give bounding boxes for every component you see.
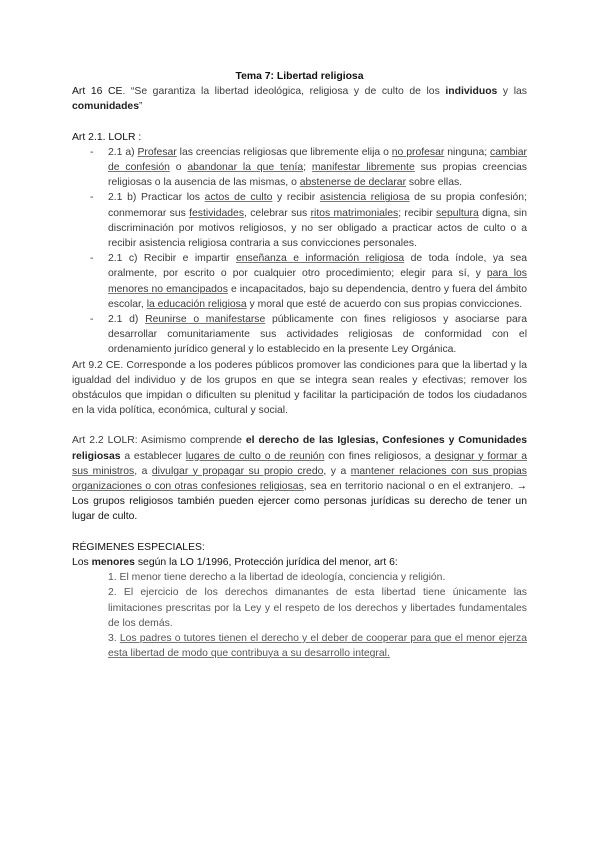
menores-intro	[72, 555, 527, 570]
art16-text: y las	[497, 86, 527, 98]
underlined-text: designar y formar a sus ministros	[72, 450, 527, 477]
menores-item-3-number: 3.	[108, 632, 120, 644]
art21-item	[72, 251, 527, 312]
underlined-text: sepultura	[436, 207, 479, 219]
item-text: 2.1 d)	[108, 314, 146, 326]
menores-item-2: 2. El ejercicio de los derechos dimanantes de esta libertad tiene únicamente las limitaciones prescritas por la Ley y el respeto de los derechos y libertades fundamentales de los demás.	[108, 587, 527, 629]
underlined-text: no profesar	[391, 146, 445, 158]
underlined-text: para los menores no emancipados	[108, 268, 527, 295]
menores-text: Los	[72, 556, 92, 568]
page-title: Tema 7: Libertad religiosa	[235, 71, 364, 82]
spacer	[72, 115, 527, 130]
item-text: públicamente con fines religiosos y asociarse para desarrollar comunitariamente sus actividades religiosas de conformidad con el ordenamiento jurídico general y lo establecido en la presente Ley Orgánica.	[108, 314, 527, 356]
underlined-text: la educación religiosa	[146, 298, 247, 310]
document-body	[72, 69, 527, 661]
menores-list	[72, 570, 527, 661]
art21-item	[72, 145, 527, 191]
item-text: ninguna;	[444, 146, 491, 158]
paragraph-text: → Los grupos religiosos también pueden ejercer como personas jurídicas su derecho de tener un lugar de culto.	[72, 481, 527, 523]
underlined-text: asistencia religiosa	[319, 192, 410, 204]
art16-paragraph	[72, 84, 527, 114]
item-text: 2.1 c) Recibir e impartir	[108, 253, 236, 265]
underlined-text: festividades	[189, 207, 245, 219]
paragraph-text: , y a	[323, 465, 351, 477]
item-text: sus propias creencias religiosas o la ausencia de las mismas, o	[108, 162, 527, 189]
underlined-text: actos de culto	[204, 192, 273, 204]
paragraph-text: a establecer	[120, 450, 186, 462]
art22-paragraph	[72, 433, 527, 524]
item-text: 2.1 b) Practicar los	[108, 192, 205, 204]
art21-item	[72, 190, 527, 251]
item-text: , celebrar sus	[244, 207, 311, 219]
art16-bold-comunidades: comunidades	[72, 101, 139, 113]
underlined-text: abstenerse de declarar	[299, 177, 407, 189]
underlined-text: Profesar	[137, 146, 177, 158]
item-text: sobre ellas.	[406, 177, 463, 189]
regimenes-heading: RÉGIMENES ESPECIALES:	[72, 541, 205, 553]
underlined-text: lugares de culto o de reunión	[185, 450, 325, 462]
underlined-text: divulgar y propagar su propio credo	[151, 465, 324, 477]
menores-item-3-text: Los padres o tutores tienen el derecho y el deber de cooperar para que el menor ejerza esta libertad de modo que contribuya a su desarrollo integral.	[108, 632, 527, 660]
art16-text: . “Se garantiza la libertad ideológica, religiosa y de culto de los	[122, 86, 446, 98]
art16-bold-individuos: individuos	[445, 86, 498, 98]
paragraph-text: , a	[134, 465, 152, 477]
spacer	[72, 418, 527, 433]
spacer	[72, 525, 527, 540]
list-dash: -	[90, 253, 94, 265]
item-text: 2.1 a)	[108, 146, 138, 158]
art21-heading: Art 2.1. LOLR :	[72, 131, 142, 143]
list-dash: -	[90, 146, 94, 158]
item-text: ; recibir	[398, 207, 437, 219]
item-text: ;	[303, 162, 312, 174]
underlined-text: mantener relaciones con sus propias organizaciones o con otras confesiones religiosas	[72, 465, 527, 493]
menores-item-3	[108, 631, 527, 661]
item-text: y moral que esté de acuerdo con sus propias convicciones.	[246, 298, 523, 310]
underlined-text: Reunirse o manifestarse	[145, 314, 266, 326]
item-text: o	[169, 162, 188, 174]
item-text: y recibir	[272, 192, 320, 204]
paragraph-text: con fines religiosos, a	[324, 450, 435, 462]
item-text: de su propia confesión; conmemorar sus	[108, 192, 527, 219]
underlined-text: abandonar la que tenía	[187, 162, 304, 174]
art21-item	[72, 312, 527, 358]
menores-item-1: 1. El menor tiene derecho a la libertad de ideología, conciencia y religión.	[108, 572, 446, 584]
underlined-text: cambiar de confesión	[108, 146, 527, 174]
underlined-text: enseñanza e información religiosa	[235, 253, 405, 265]
paragraph-text: Art 2.2 LOLR: Asimismo comprende	[72, 435, 246, 447]
paragraph-text: , sea en territorio nacional o en el extranjero.	[303, 481, 517, 493]
item-text: e incapacitados, bajo su dependencia, dentro y fuera del ámbito escolar,	[108, 283, 527, 310]
menores-bold: menores	[91, 556, 135, 568]
item-text: digna, sin discriminación por motivos religiosos, y no ser obligado a practicar actos de culto o a recibir asistencia religiosa contraria a sus convicciones personales.	[108, 207, 528, 250]
menores-text: según la LO 1/1996, Protección jurídica del menor, art 6:	[134, 556, 398, 568]
art21-list	[72, 145, 527, 358]
list-dash: -	[90, 192, 94, 204]
item-text: las creencias religiosas que libremente elija o	[176, 146, 392, 158]
bold-text: el derecho de las Iglesias, Confesiones y Comunidades religiosas	[72, 435, 527, 462]
art16-text: ”	[138, 101, 143, 113]
underlined-text: manifestar libremente	[311, 162, 415, 174]
art92-paragraph: Art 9.2 CE. Corresponde a los poderes públicos promover las condiciones para que la libertad y la igualdad del individuo y de los grupos en que se integra sean reales y efectivas; remover los obstáculos que impidan o dificulten su plenitud y facilitar la participación de todos los ciudadanos en la vida política, económica, cultural y social.	[72, 359, 527, 417]
item-text: de toda índole, ya sea oralmente, por escrito o por cualquier otro procedimiento; elegir para sí, y	[108, 253, 528, 280]
underlined-text: ritos matrimoniales	[310, 207, 399, 219]
art16-label: Art 16 CE	[72, 86, 123, 98]
list-dash: -	[90, 314, 94, 326]
